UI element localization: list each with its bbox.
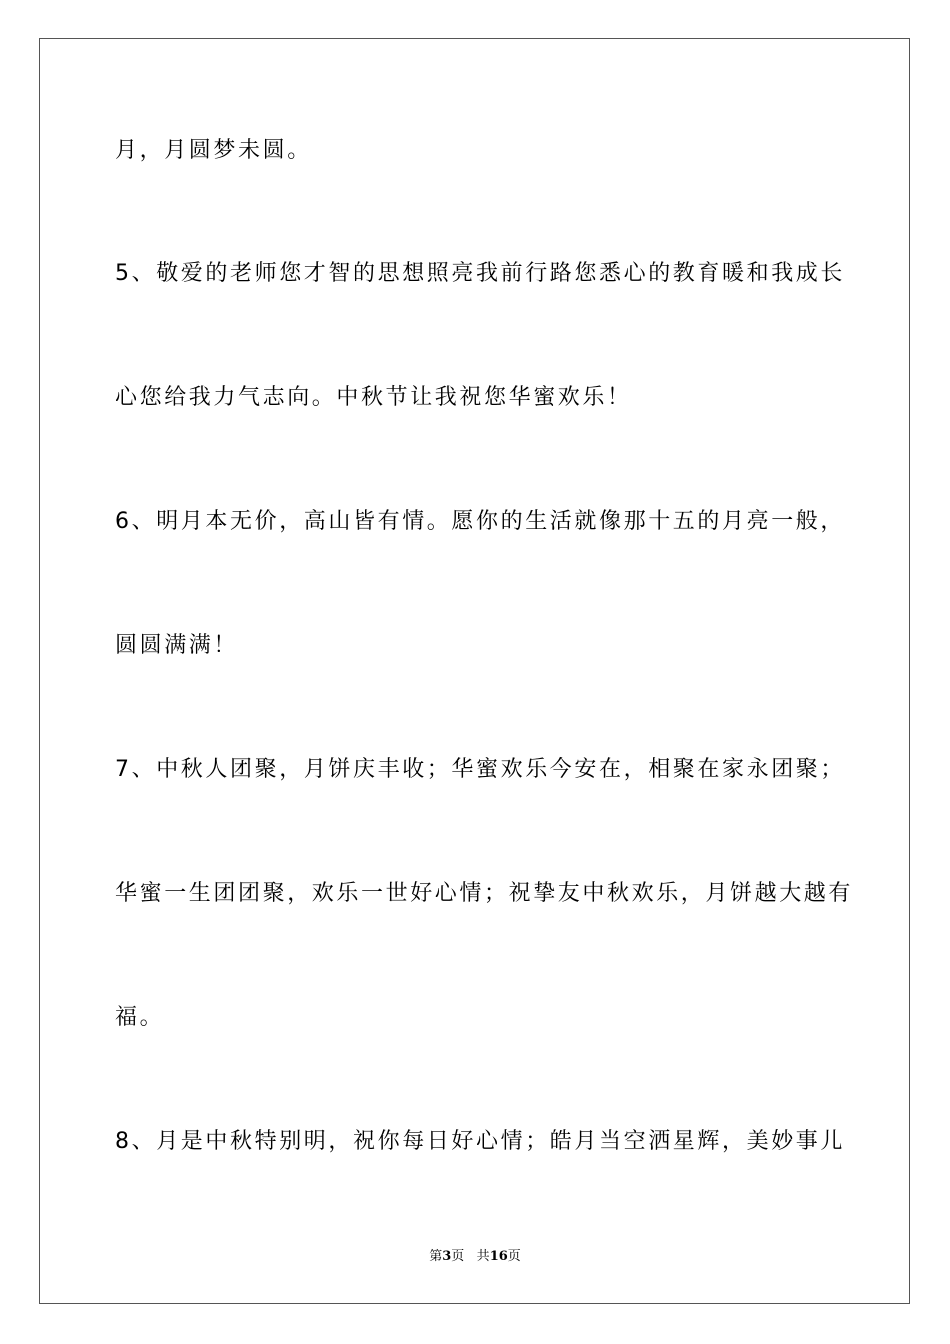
- footer-total-suffix: 页: [507, 1249, 521, 1264]
- page-footer: [0, 1248, 950, 1266]
- text-line-7: 华蜜一生团团聚，欢乐一世好心情；祝挚友中秋欢乐，月饼越大越有: [115, 881, 854, 906]
- footer-total-prefix: 共: [476, 1249, 490, 1264]
- text-line-2: 5、敬爱的老师您才智的思想照亮我前行路您悉心的教育暖和我成长: [115, 261, 845, 286]
- text-line-3: 心您给我力气志向。中秋节让我祝您华蜜欢乐！: [115, 385, 632, 410]
- footer-page-number: 3: [442, 1249, 452, 1264]
- text-line-6: 7、中秋人团聚，月饼庆丰收；华蜜欢乐今安在，相聚在家永团聚；: [115, 757, 845, 782]
- footer-page-prefix: 第: [429, 1249, 443, 1264]
- text-line-4: 6、明月本无价，高山皆有情。愿你的生活就像那十五的月亮一般，: [115, 509, 845, 534]
- text-line-5: 圆圆满满！: [115, 633, 239, 658]
- text-line-9: 8、月是中秋特别明，祝你每日好心情；皓月当空洒星辉，美妙事儿: [115, 1129, 845, 1154]
- footer-page-suffix: 页: [451, 1249, 465, 1264]
- text-line-8: 福。: [115, 1005, 165, 1030]
- text-line-1: 月，月圆梦未圆。: [115, 138, 312, 163]
- page-frame: [39, 38, 910, 1304]
- footer-total-pages: 16: [489, 1249, 508, 1264]
